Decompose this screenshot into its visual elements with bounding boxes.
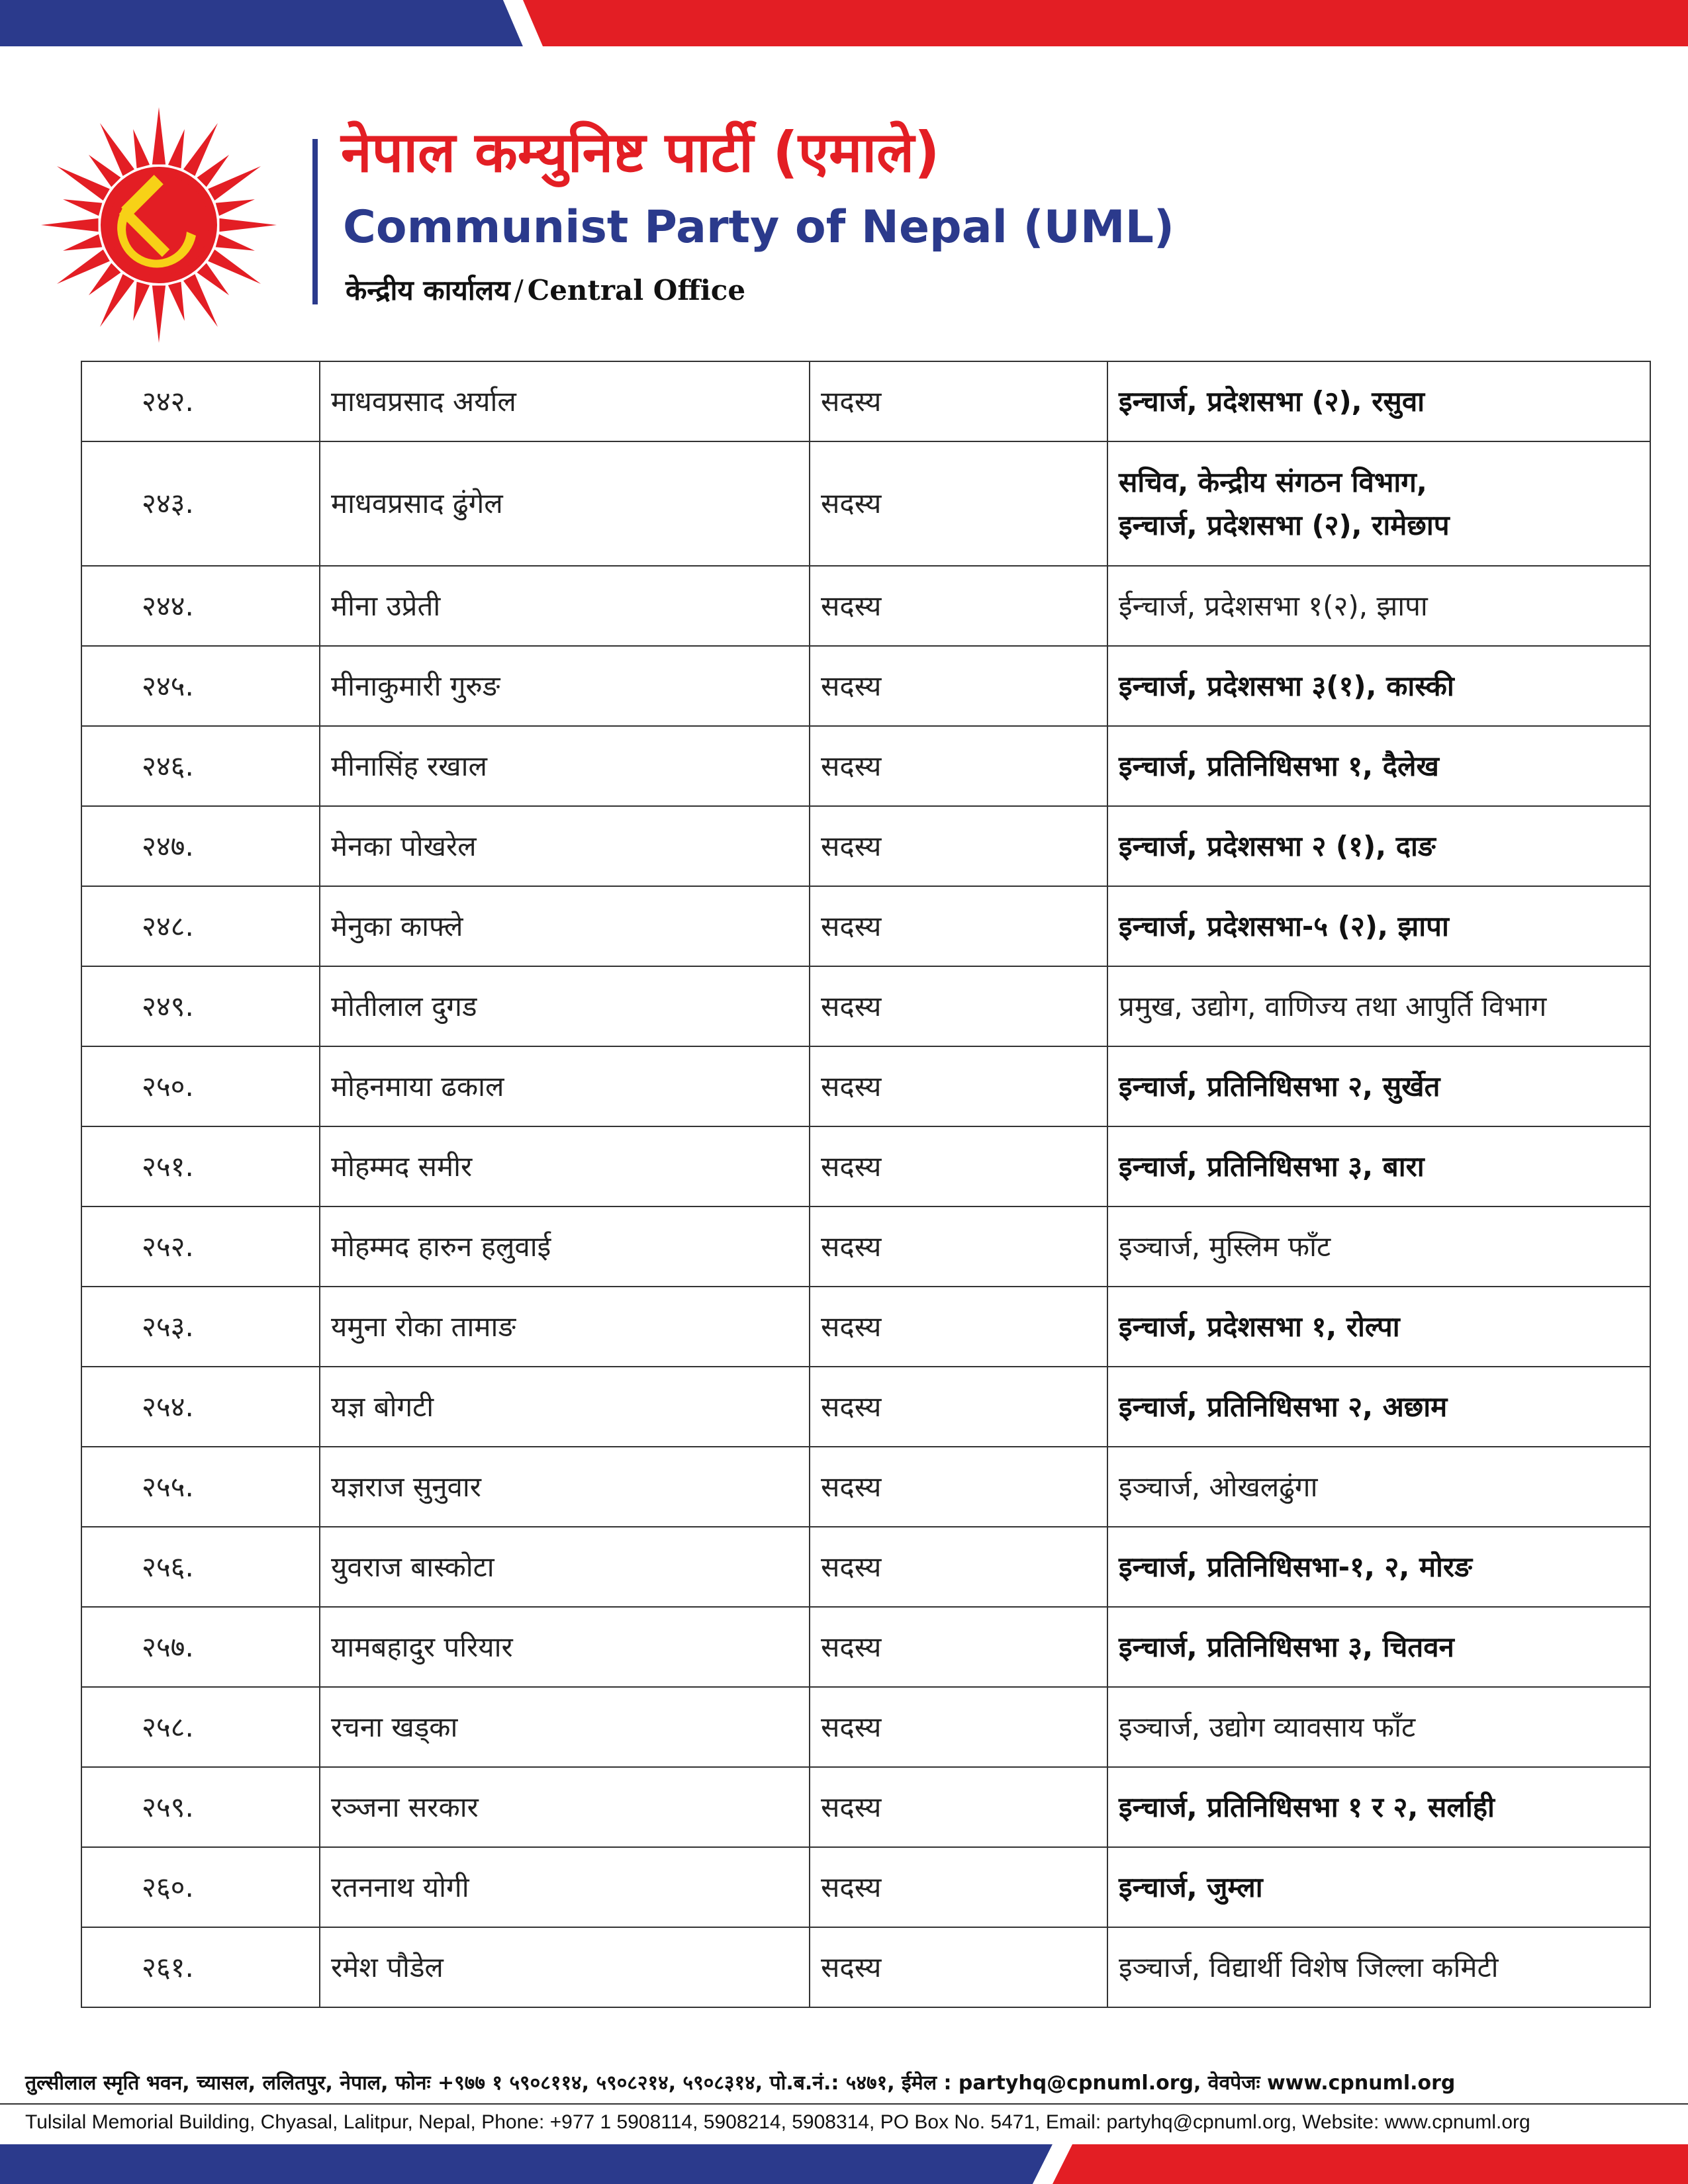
office-label-nepali: केन्द्रीय कार्यालय [346, 274, 510, 306]
responsibility-line: प्रमुख, उद्योग, वाणिज्य तथा आपुर्ति विभाग [1119, 989, 1547, 1023]
footer-address-nepali: तुल्सीलाल स्मृति भवन, च्यासल, ललितपुर, नेपाल, फोनः +९७७ १ ५९०८११४, ५९०८२१४, ५९०८३१४, पो.ब.नं.: ५४७१, ईमेल : partyhq@cpnuml.org, वेवपेजः www.cpnuml.org [25, 2071, 1456, 2095]
responsibility-cell [1107, 1607, 1650, 1687]
table-row [81, 1046, 1650, 1126]
sun-ray [216, 234, 255, 251]
serial-number-cell: २४३. [81, 441, 320, 566]
table-row [81, 1367, 1650, 1447]
responsibility-cell [1107, 1287, 1650, 1367]
responsibility-cell [1107, 1206, 1650, 1287]
member-name-cell: युवराज बास्कोटा [320, 1527, 810, 1607]
responsibility-line: ईन्चार्ज, प्रदेशसभा १(२), झापा [1119, 589, 1428, 622]
member-role-cell: सदस्य [810, 1126, 1107, 1206]
responsibility-line: इन्चार्ज, प्रतिनिधिसभा-१, २, मोरङ [1119, 1550, 1472, 1583]
member-role-cell: सदस्य [810, 966, 1107, 1046]
member-name-cell: यमुना रोका तामाङ [320, 1287, 810, 1367]
serial-number-cell: २५१. [81, 1126, 320, 1206]
responsibility-line: सचिव, केन्द्रीय संगठन विभाग, [1119, 465, 1427, 498]
sun-ray [63, 234, 102, 251]
table-row [81, 566, 1650, 646]
member-role-cell: सदस्य [810, 806, 1107, 886]
responsibility-cell [1107, 886, 1650, 966]
responsibility-cell [1107, 646, 1650, 726]
table-row [81, 1527, 1650, 1607]
serial-number-cell: २५९. [81, 1767, 320, 1847]
serial-number-cell: २५०. [81, 1046, 320, 1126]
member-role-cell: सदस्य [810, 646, 1107, 726]
footer-address-english: Tulsilal Memorial Building, Chyasal, Lalitpur, Nepal, Phone: +977 1 5908114, 5908214, 5908314, PO Box No. 5471, Email: partyhq@cpnuml.org, Website: www.cpnuml.org [25, 2111, 1530, 2133]
header-divider [312, 139, 318, 304]
bottom-stripe [0, 2144, 1688, 2184]
member-name-cell: रचना खड्का [320, 1687, 810, 1767]
serial-number-cell: २४६. [81, 726, 320, 806]
party-title-nepali: नेपाल कम्युनिष्ट पार्टी (एमाले) [341, 120, 940, 185]
responsibility-cell [1107, 1847, 1650, 1927]
table-row [81, 1126, 1650, 1206]
member-name-cell: मेनका पोखरेल [320, 806, 810, 886]
members-table-body [81, 361, 1650, 2007]
member-role-cell: सदस्य [810, 1927, 1107, 2007]
top-stripe [0, 0, 1688, 46]
table-row [81, 361, 1650, 441]
office-label-english: Central Office [527, 274, 746, 306]
serial-number-cell: २४५. [81, 646, 320, 726]
member-role-cell: सदस्य [810, 1687, 1107, 1767]
responsibility-cell [1107, 566, 1650, 646]
serial-number-cell: २५८. [81, 1687, 320, 1767]
responsibility-cell [1107, 806, 1650, 886]
sun-ray [216, 199, 255, 216]
serial-number-cell: २४४. [81, 566, 320, 646]
member-name-cell: रमेश पौडेल [320, 1927, 810, 2007]
responsibility-cell [1107, 1046, 1650, 1126]
responsibility-cell [1107, 1687, 1650, 1767]
sun-ray [219, 218, 277, 232]
responsibility-cell [1107, 361, 1650, 441]
member-role-cell: सदस्य [810, 1527, 1107, 1607]
member-name-cell: मीनाकुमारी गुरुङ [320, 646, 810, 726]
sun-ray [63, 199, 102, 216]
serial-number-cell: २५४. [81, 1367, 320, 1447]
member-name-cell: यामबहादुर परियार [320, 1607, 810, 1687]
table-row [81, 441, 1650, 566]
member-name-cell: माधवप्रसाद अर्याल [320, 361, 810, 441]
responsibility-line: इन्चार्ज, प्रतिनिधिसभा १ र २, सर्लाही [1119, 1790, 1495, 1823]
responsibility-line: इन्चार्ज, प्रदेशसभा (२), रामेछाप [1119, 509, 1450, 541]
member-role-cell: सदस्य [810, 1046, 1107, 1126]
sun-ray [168, 282, 185, 321]
serial-number-cell: २४२. [81, 361, 320, 441]
member-role-cell: सदस्य [810, 726, 1107, 806]
footer-divider [0, 2103, 1688, 2105]
member-role-cell: सदस्य [810, 361, 1107, 441]
serial-number-cell: २५२. [81, 1206, 320, 1287]
sun-ray [152, 285, 165, 343]
responsibility-cell [1107, 726, 1650, 806]
responsibility-cell [1107, 1447, 1650, 1527]
responsibility-line: इन्चार्ज, प्रदेशसभा १, रोल्पा [1119, 1310, 1400, 1343]
member-role-cell: सदस्य [810, 1847, 1107, 1927]
member-role-cell: सदस्य [810, 1287, 1107, 1367]
member-name-cell: मोहम्मद समीर [320, 1126, 810, 1206]
responsibility-cell [1107, 441, 1650, 566]
responsibility-line: इन्चार्ज, प्रतिनिधिसभा ३, चितवन [1119, 1630, 1454, 1663]
member-name-cell: मोहम्मद हारुन हलुवाई [320, 1206, 810, 1287]
office-separator: / [514, 274, 524, 306]
responsibility-line: इन्चार्ज, प्रदेशसभा-५ (२), झापा [1119, 909, 1449, 942]
responsibility-line: इन्चार्ज, प्रतिनिधिसभा २, अछाम [1119, 1390, 1448, 1423]
member-name-cell: मीना उप्रेती [320, 566, 810, 646]
member-name-cell: मोहनमाया ढकाल [320, 1046, 810, 1126]
serial-number-cell: २६१. [81, 1927, 320, 2007]
responsibility-line: इञ्चार्ज, विद्यार्थी विशेष जिल्ला कमिटी [1119, 1950, 1499, 1983]
table-row [81, 646, 1650, 726]
table-row [81, 1206, 1650, 1287]
table-row [81, 1847, 1650, 1927]
responsibility-line: इन्चार्ज, प्रदेशसभा ३(१), कास्की [1119, 669, 1454, 702]
serial-number-cell: २६०. [81, 1847, 320, 1927]
table-row [81, 1287, 1650, 1367]
table-row [81, 1447, 1650, 1527]
member-role-cell: सदस्य [810, 886, 1107, 966]
member-name-cell: मोतीलाल दुगड [320, 966, 810, 1046]
serial-number-cell: २५७. [81, 1607, 320, 1687]
responsibility-cell [1107, 1527, 1650, 1607]
member-role-cell: सदस्य [810, 566, 1107, 646]
party-title-english: Communist Party of Nepal (UML) [343, 201, 1174, 253]
responsibility-line: इन्चार्ज, प्रतिनिधिसभा २, सुर्खेत [1119, 1069, 1440, 1103]
responsibility-line: इञ्चार्ज, ओखलढुंगा [1119, 1470, 1318, 1503]
member-name-cell: रञ्जना सरकार [320, 1767, 810, 1847]
table-row [81, 1927, 1650, 2007]
table-row [81, 726, 1650, 806]
sun-ray [41, 218, 99, 232]
sun-ray [168, 129, 185, 168]
responsibility-line: इन्चार्ज, प्रतिनिधिसभा १, दैलेख [1119, 749, 1439, 782]
office-subtitle [346, 274, 746, 306]
responsibility-cell [1107, 966, 1650, 1046]
sun-ray [152, 107, 165, 165]
serial-number-cell: २५५. [81, 1447, 320, 1527]
responsibility-line: इन्चार्ज, प्रतिनिधिसभा ३, बारा [1119, 1150, 1425, 1183]
table-row [81, 966, 1650, 1046]
serial-number-cell: २५६. [81, 1527, 320, 1607]
member-name-cell: मेनुका काफ्ले [320, 886, 810, 966]
responsibility-line: इञ्चार्ज, मुस्लिम फाँट [1119, 1230, 1331, 1263]
sun-ray [133, 282, 150, 321]
member-name-cell: यज्ञराज सुनुवार [320, 1447, 810, 1527]
responsibility-cell [1107, 1767, 1650, 1847]
responsibility-line: इन्चार्ज, प्रदेशसभा २ (१), दाङ [1119, 829, 1436, 862]
sun-ray [133, 129, 150, 168]
party-emblem-logo [40, 106, 278, 344]
responsibility-cell [1107, 1367, 1650, 1447]
responsibility-line: इन्चार्ज, जुम्ला [1119, 1870, 1263, 1903]
serial-number-cell: २४८. [81, 886, 320, 966]
member-role-cell: सदस्य [810, 1607, 1107, 1687]
responsibility-cell [1107, 1126, 1650, 1206]
member-name-cell: यज्ञ बोगटी [320, 1367, 810, 1447]
table-row [81, 1767, 1650, 1847]
responsibility-line: इन्चार्ज, प्रदेशसभा (२), रसुवा [1119, 385, 1425, 418]
member-role-cell: सदस्य [810, 1767, 1107, 1847]
members-table [81, 361, 1651, 2008]
member-role-cell: सदस्य [810, 441, 1107, 566]
table-row [81, 1607, 1650, 1687]
responsibility-cell [1107, 1927, 1650, 2007]
serial-number-cell: २५३. [81, 1287, 320, 1367]
member-name-cell: माधवप्रसाद ढुंगेल [320, 441, 810, 566]
serial-number-cell: २४७. [81, 806, 320, 886]
responsibility-line: इञ्चार्ज, उद्योग व्यावसाय फाँट [1119, 1710, 1416, 1743]
table-row [81, 806, 1650, 886]
table-row [81, 1687, 1650, 1767]
member-name-cell: मीनासिंह रखाल [320, 726, 810, 806]
member-name-cell: रतननाथ योगी [320, 1847, 810, 1927]
member-role-cell: सदस्य [810, 1367, 1107, 1447]
table-row [81, 886, 1650, 966]
serial-number-cell: २४९. [81, 966, 320, 1046]
member-role-cell: सदस्य [810, 1206, 1107, 1287]
member-role-cell: सदस्य [810, 1447, 1107, 1527]
